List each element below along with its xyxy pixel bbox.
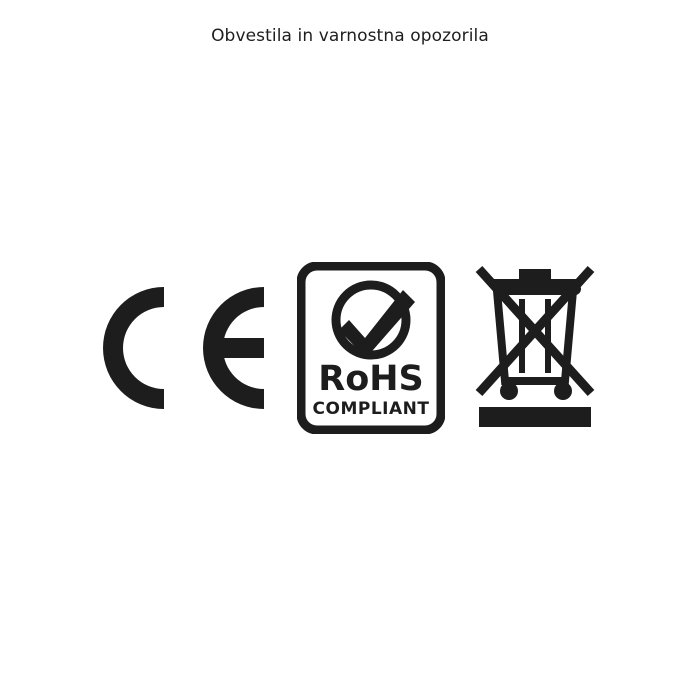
rohs-label: RoHS <box>318 359 424 399</box>
compliance-symbol-row <box>0 258 700 438</box>
weee-bin-icon <box>471 261 599 436</box>
rohs-sub-label: COMPLIANT <box>312 399 430 419</box>
page-title: Obvestila in varnostna opozorila <box>211 26 489 46</box>
rohs-compliant-icon <box>297 262 445 434</box>
ce-marking-icon <box>101 273 271 423</box>
